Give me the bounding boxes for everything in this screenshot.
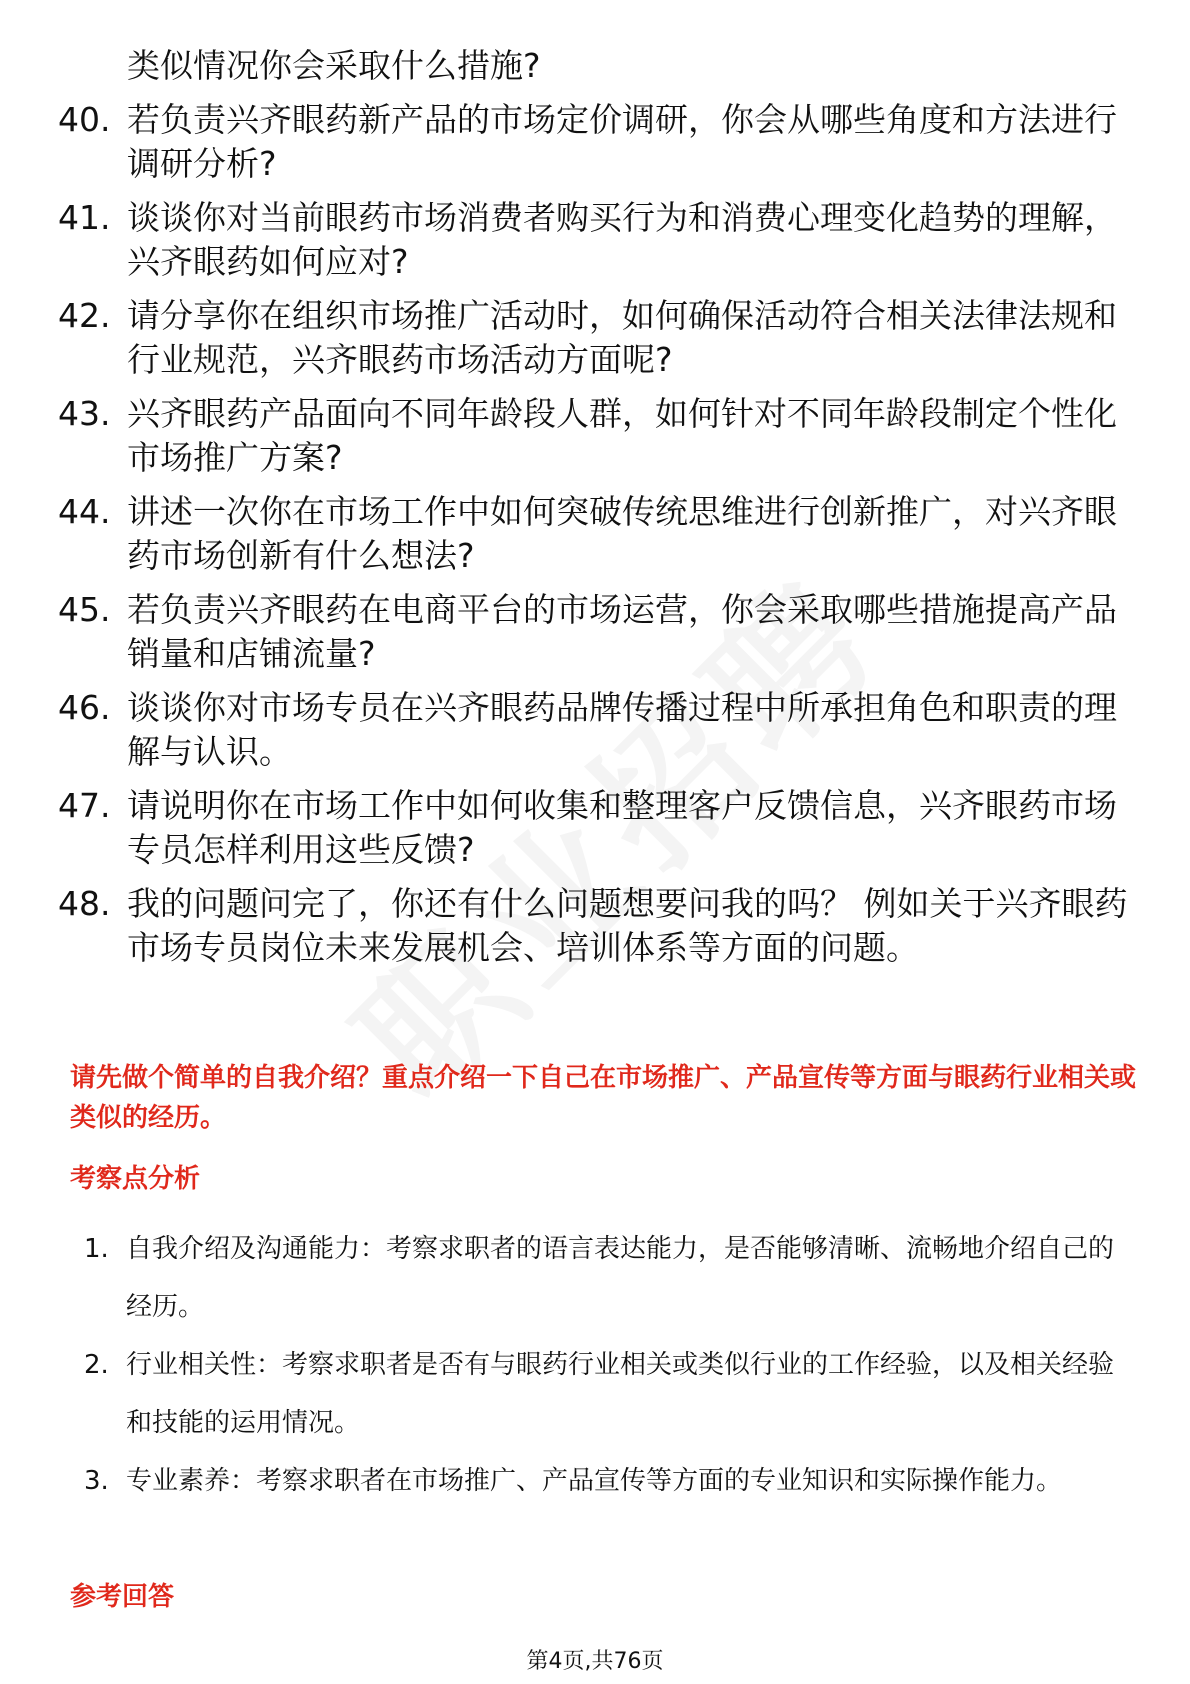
question-text: 若负责兴齐眼药新产品的市场定价调研，你会从哪些角度和方法进行调研分析? — [127, 100, 1117, 183]
question-number: 40. — [58, 100, 111, 139]
analysis-list — [84, 1220, 1124, 1510]
analysis-heading: 考察点分析 — [70, 1164, 201, 1194]
question-number: 45. — [58, 590, 111, 629]
question-item — [58, 490, 1138, 578]
question-item — [58, 196, 1138, 284]
analysis-item — [84, 1452, 1124, 1510]
question-item — [58, 98, 1138, 186]
analysis-item — [84, 1336, 1124, 1452]
analysis-number: 2. — [84, 1350, 109, 1380]
analysis-text: 行业相关性：考察求职者是否有与眼药行业相关或类似行业的工作经验，以及相关经验和技能的运用情况。 — [126, 1350, 1115, 1438]
highlight-question: 请先做个简单的自我介绍？重点介绍一下自己在市场推广、产品宣传等方面与眼药行业相关或类似的经历。 — [70, 1063, 1137, 1133]
question-text: 若负责兴齐眼药在电商平台的市场运营，你会采取哪些措施提高产品销量和店铺流量? — [127, 590, 1117, 673]
question-text: 讲述一次你在市场工作中如何突破传统思维进行创新推广，对兴齐眼药市场创新有什么想法? — [127, 492, 1117, 575]
analysis-number: 1. — [84, 1234, 109, 1264]
question-list — [58, 44, 1138, 980]
question-text: 请分享你在组织市场推广活动时，如何确保活动符合相关法律法规和行业规范，兴齐眼药市场活动方面呢? — [127, 296, 1117, 379]
question-number: 43. — [58, 394, 111, 433]
question-number: 41. — [58, 198, 111, 237]
question-item — [58, 294, 1138, 382]
question-item — [58, 882, 1138, 970]
analysis-text: 自我介绍及沟通能力：考察求职者的语言表达能力，是否能够清晰、流畅地介绍自己的经历。 — [126, 1234, 1115, 1322]
question-item — [58, 784, 1138, 872]
question-text: 兴齐眼药产品面向不同年龄段人群，如何针对不同年龄段制定个性化市场推广方案? — [127, 394, 1117, 477]
question-text: 谈谈你对当前眼药市场消费者购买行为和消费心理变化趋势的理解，兴齐眼药如何应对? — [127, 198, 1117, 281]
question-text: 请说明你在市场工作中如何收集和整理客户反馈信息，兴齐眼药市场专员怎样利用这些反馈? — [127, 786, 1117, 869]
question-item — [58, 392, 1138, 480]
question-number: 46. — [58, 688, 111, 727]
analysis-item — [84, 1220, 1124, 1336]
question-number: 47. — [58, 786, 111, 825]
question-number: 42. — [58, 296, 111, 335]
analysis-number: 3. — [84, 1466, 109, 1496]
analysis-text: 专业素养：考察求职者在市场推广、产品宣传等方面的专业知识和实际操作能力。 — [126, 1466, 1063, 1496]
question-number: 48. — [58, 884, 111, 923]
question-continuation: 类似情况你会采取什么措施? — [127, 46, 541, 85]
question-item — [58, 686, 1138, 774]
reference-answer-heading: 参考回答 — [70, 1582, 175, 1612]
page-footer: 第4页,共76页 — [526, 1649, 664, 1674]
question-text: 我的问题问完了，你还有什么问题想要问我的吗？ 例如关于兴齐眼药市场专员岗位未来发展机会、培训体系等方面的问题。 — [127, 884, 1128, 967]
question-number: 44. — [58, 492, 111, 531]
question-text: 谈谈你对市场专员在兴齐眼药品牌传播过程中所承担角色和职责的理解与认识。 — [127, 688, 1117, 771]
question-item — [58, 588, 1138, 676]
